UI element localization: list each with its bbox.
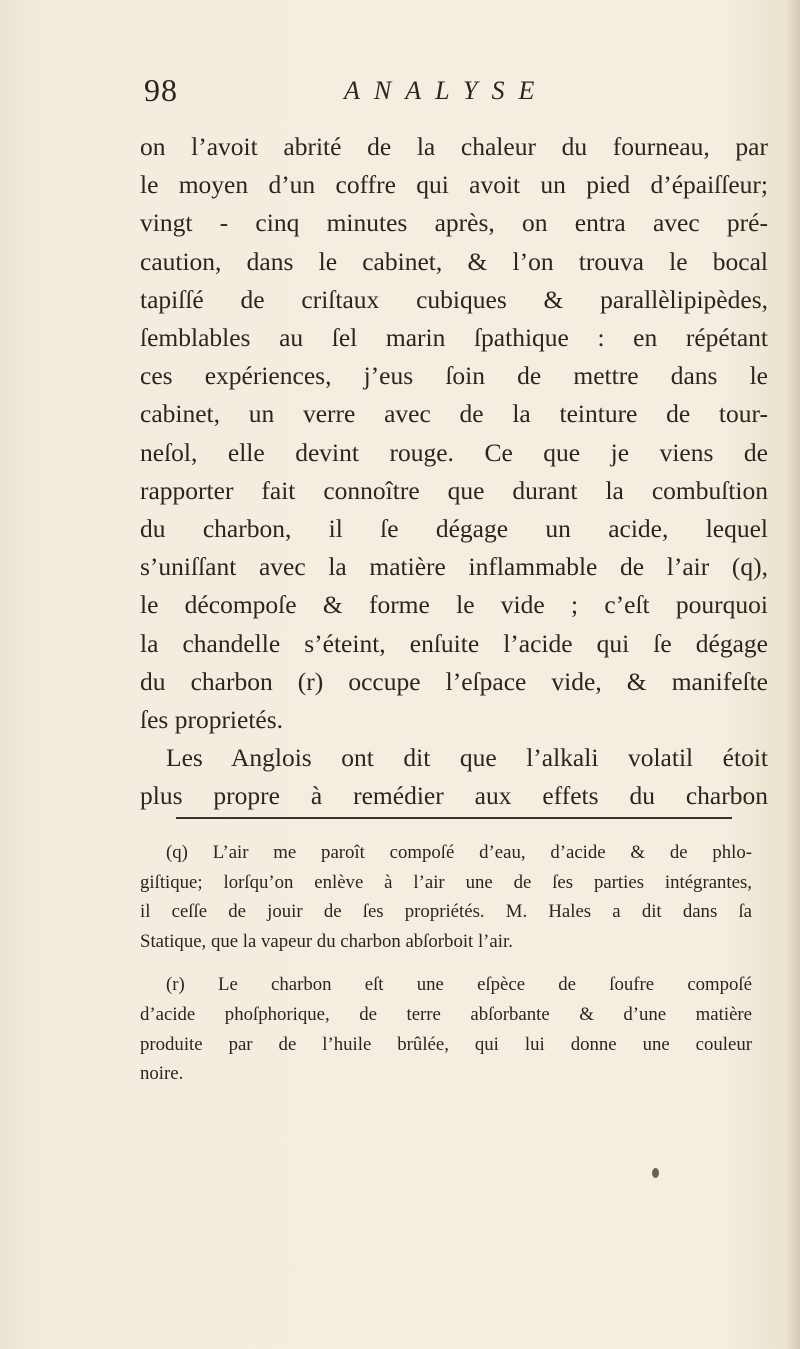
footnote-line: noire. [140,1063,184,1085]
text-line: ces expériences, j’eus ſoin de mettre dans le [140,361,768,391]
page-header [138,68,738,118]
text-line: la chandelle s’éteint, enſuite l’acide qui ſe dégage [140,628,768,658]
text-line: le décompoſe & forme le vide ; c’eſt pourquoi [140,590,768,620]
footnote-line: giſtique; lorſqu’on enlève à l’air une de ſes parties intégrantes, [140,871,752,893]
text-line: du charbon (r) occupe l’eſpace vide, & manifeſte [140,666,768,696]
footnotes [140,838,752,1089]
main-text [140,128,768,816]
text-line: caution, dans le cabinet, & l’on trouva le bocal [140,246,768,276]
text-line: ſes proprietés. [140,705,284,735]
text-line: plus propre à remédier aux effets du charbon [140,781,768,811]
footnote-line: produite par de l’huile brûlée, qui lui donne une couleur [140,1033,752,1055]
text-line: cabinet, un verre avec de la teinture de tour- [140,399,768,429]
footnote-line: (r) Le charbon eſt une eſpèce de ſoufre compoſé [166,974,752,996]
footnote-r [140,970,752,1088]
text-line: vingt - cinq minutes après, on entra avec pré- [140,208,768,238]
text-line: Les Anglois ont dit que l’alkali volatil étoit [166,743,768,773]
text-line: neſol, elle devint rouge. Ce que je viens de [140,437,768,467]
text-line: le moyen d’un coffre qui avoit un pied d’épaiſſeur; [140,170,768,200]
ink-spot [652,1168,659,1178]
footnote-rule [176,817,732,819]
footnote-q [140,838,752,956]
text-line: rapporter fait connoître que durant la combuſtion [140,475,768,505]
footnote-line: il ceſſe de jouir de ſes propriétés. M. Hales a dit dans ſa [140,901,752,923]
footnote-line: (q) L’air me paroît compoſé d’eau, d’acide & de phlo- [166,842,752,863]
text-line: ſemblables au ſel marin ſpathique : en répétant [140,323,768,353]
page-number: 98 [144,72,178,108]
footnote-line: Statique, que la vapeur du charbon abſorboit l’air. [140,930,513,952]
text-line: s’uniſſant avec la matière inflammable de l’air (q), [140,552,768,582]
footnote-line: d’acide phoſphorique, de terre abſorbante & d’une matière [140,1003,752,1025]
text-line: on l’avoit abrité de la chaleur du fourneau, par [140,132,768,161]
text-line: tapiſſé de criſtaux cubiques & parallèlipipèdes, [140,284,768,314]
page-edge-shadow [786,0,800,1349]
text-line: du charbon, il ſe dégage un acide, lequel [140,514,768,544]
running-title: ANALYSE [344,76,549,105]
